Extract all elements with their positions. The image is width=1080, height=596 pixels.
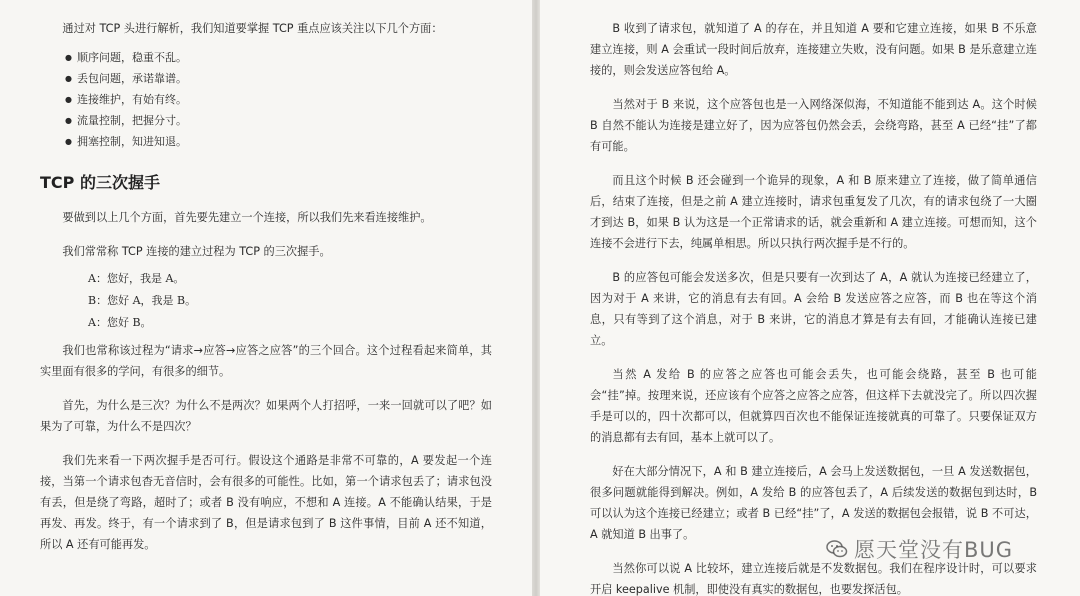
wechat-icon: [826, 538, 848, 560]
left-page-content: [40, 18, 492, 555]
paragraph: B 收到了请求包，就知道了 A 的存在，并且知道 A 要和它建立连接，如果 B 不乐意建立连接，则 A 会重试一段时间后放弃，连接建立失败，没有问题。如果 B 是乐意建立连接的，则会发送应答包给 A。: [590, 22, 1037, 77]
section-heading: TCP 的三次握手: [40, 173, 160, 192]
handshake-dialog: [88, 268, 492, 334]
paragraph: 首先，为什么是三次？为什么不是两次？如果两个人打招呼，一来一回就可以了吧？如果为了可靠，为什么不是四次？: [40, 399, 492, 433]
paragraph: 我们常常称 TCP 连接的建立过程为 TCP 的三次握手。: [62, 245, 331, 258]
list-item: ● 丢包问题，承诺靠谱。: [65, 68, 492, 89]
paragraph: B 的应答包可能会发送多次，但是只要有一次到达了 A，A 就认为连接已经建立了，因为对于 A 来讲，它的消息有去有回。A 会给 B 发送应答之应答，而 B 也在等这个消息，只有等到了这个消息，对于 B 来讲，它的消息才算是有去有回，才能确认连接已建立。: [590, 271, 1037, 347]
paragraph: 当然 A 发给 B 的应答之应答也可能会丢失，也可能会绕路，甚至 B 也可能会“挂”掉。按理来说，还应该有个应答之应答之应答，但这样下去就没完了。所以四次握手是可以的，四十次都可以，但就算四百次也不能保证连接就真的可靠了。只要保证双方的消息都有去有回，基本上就可以了。: [590, 368, 1037, 444]
right-page-content: [590, 18, 1037, 596]
left-page: [0, 0, 532, 596]
paragraph: 我们也常称该过程为“请求→应答→应答之应答”的三个回合。这个过程看起来简单，其实里面有很多的学问，有很多的细节。: [40, 344, 492, 378]
dialog-line: A：您好，我是 A。: [88, 272, 185, 285]
paragraph: 要做到以上几个方面，首先要先建立一个连接，所以我们先来看连接维护。: [62, 211, 432, 224]
watermark: [826, 534, 1013, 564]
dialog-line: B：您好 A，我是 B。: [88, 294, 197, 307]
right-page: [540, 0, 1080, 596]
paragraph: 当然你可以说 A 比较坏，建立连接后就是不发数据包。我们在程序设计时，可以要求开启 keepalive 机制，即使没有真实的数据包，也要发探活包。: [590, 562, 1037, 596]
intro-paragraph: 通过对 TCP 头进行解析，我们知道要掌握 TCP 重点应该关注以下几个方面：: [62, 22, 443, 35]
focus-list: [40, 47, 492, 152]
paragraph: 我们先来看一下两次握手是否可行。假设这个通路是非常不可靠的，A 要发起一个连接，当第一个请求包杳无音信时，会有很多的可能性。比如，第一个请求包丢了；请求包没有丢，但是绕了弯路，超时了；或者 B 没有响应，不想和 A 连接。A 不能确认结果，于是再发、再发。终于，有一个请求到了 B，但是请求包到了 B 这件事情，目前 A 还不知道，所以 A 还有可能再发。: [40, 454, 492, 551]
dialog-line: A：您好 B。: [88, 316, 152, 329]
book-gutter: [532, 0, 540, 596]
list-item: ● 顺序问题，稳重不乱。: [65, 47, 492, 68]
watermark-text: 愿天堂没有BUG: [854, 538, 1014, 562]
list-item: ● 流量控制，把握分寸。: [65, 110, 492, 131]
paragraph: 好在大部分情况下，A 和 B 建立连接后，A 会马上发送数据包，一旦 A 发送数据包，很多问题就能得到解决。例如，A 发给 B 的应答包丢了，A 后续发送的数据包到达时，B 可以认为这个连接已经建立；或者 B 已经“挂”了，A 发送的数据包会报错，说 B 不可达，A 就知道 B 出事了。: [590, 465, 1037, 541]
list-item: ● 拥塞控制，知进知退。: [65, 131, 492, 152]
list-item: ● 连接维护，有始有终。: [65, 89, 492, 110]
paragraph: 而且这个时候 B 还会碰到一个诡异的现象，A 和 B 原来建立了连接，做了简单通信后，结束了连接，但是之前 A 建立连接时，请求包重复发了几次，有的请求包绕了一大圈才到达 B，如果 B 认为这是一个正常请求的话，就会重新和 A 建立连接。可想而知，这个连接不会进行下去，纯属单相思。所以只执行两次握手是不行的。: [590, 174, 1037, 250]
paragraph: 当然对于 B 来说，这个应答包也是一入网络深似海，不知道能不能到达 A。这个时候 B 自然不能认为连接是建立好了，因为应答包仍然会丢，会绕弯路，甚至 A 已经“挂”了都有可能。: [590, 98, 1037, 153]
